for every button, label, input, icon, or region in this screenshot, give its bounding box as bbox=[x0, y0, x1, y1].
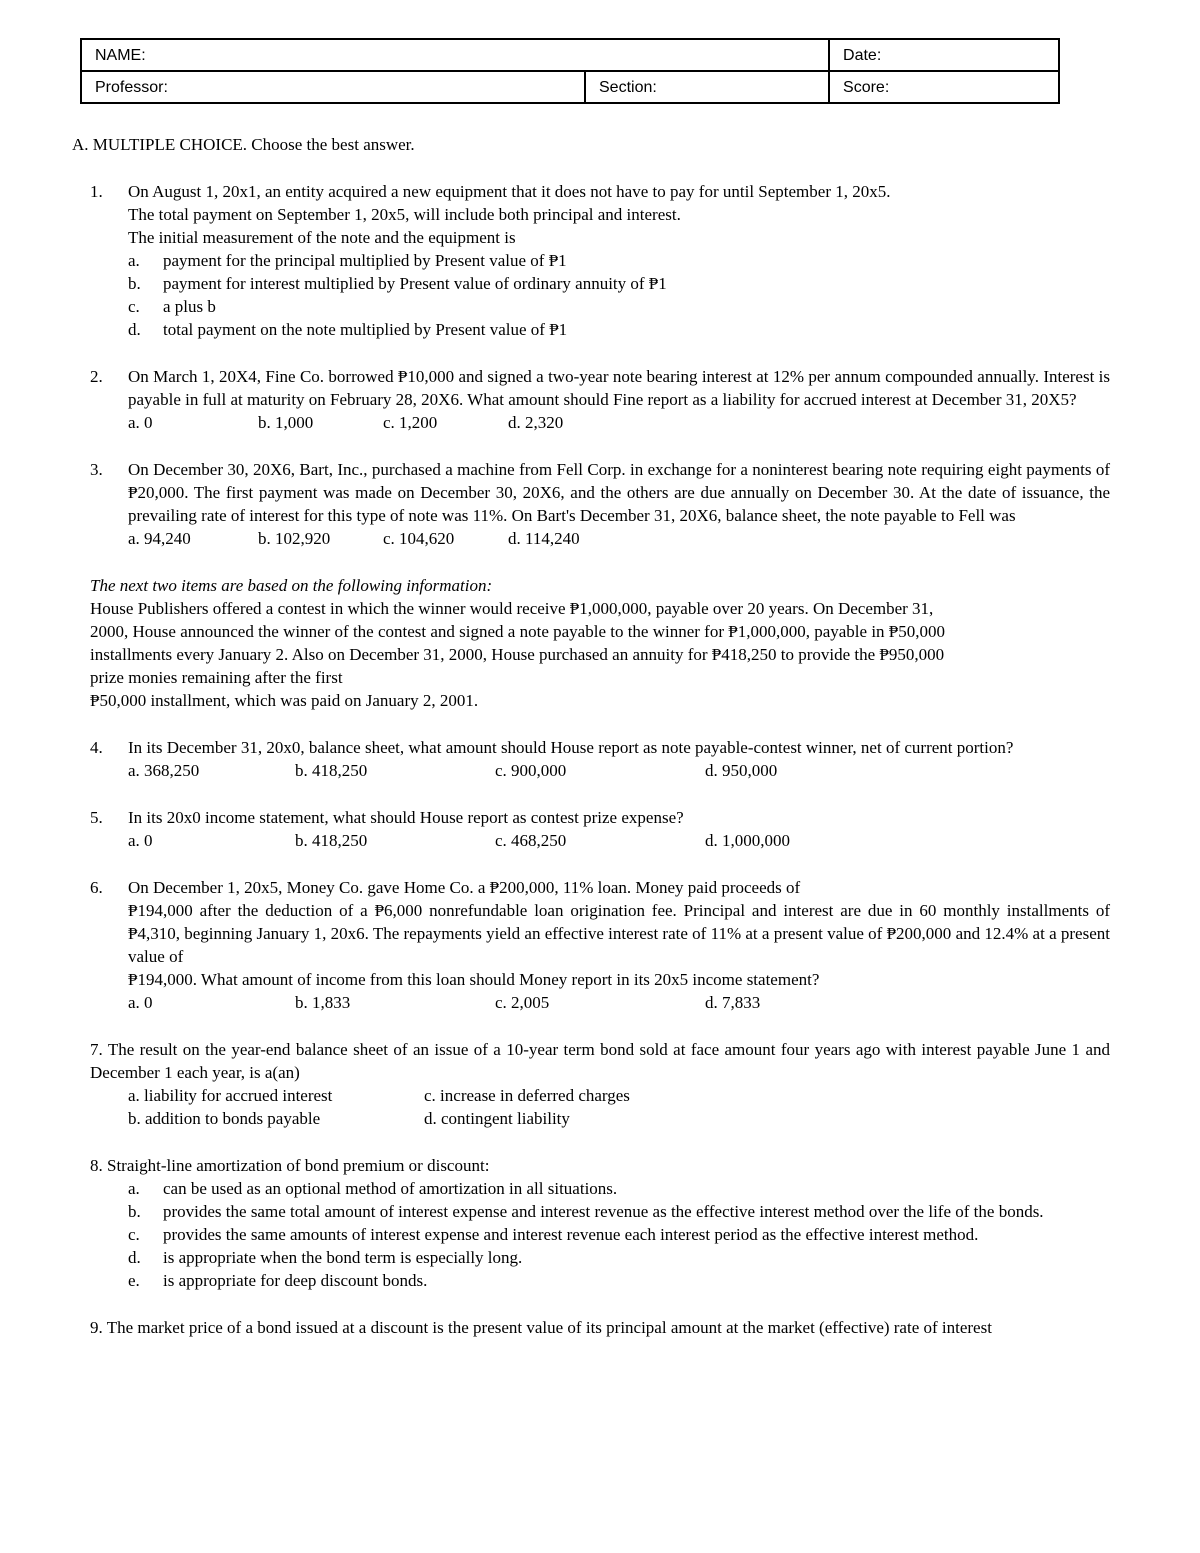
question-1 bbox=[72, 180, 1110, 341]
section-label: Section: bbox=[599, 78, 657, 96]
option-c: c. 104,620 bbox=[383, 529, 455, 548]
option-letter: b. bbox=[128, 274, 141, 293]
question-text-line: On December 1, 20x5, Money Co. gave Home Co. a ₱200,000, 11% loan. Money paid proceeds of bbox=[128, 878, 801, 897]
question-text-line: ₱194,000 after the deduction of a ₱6,000 nonrefundable loan origination fee. Principal and interest are due in 60 monthly installments of ₱4,310, beginning January 1, 20x6. The repayments yield an effective interest rate of 11% at a present value of ₱200,000 and 12.4% at a present value of bbox=[128, 901, 1110, 966]
option-c: c. 2,005 bbox=[495, 993, 550, 1012]
question-text-line: On August 1, 20x1, an entity acquired a new equipment that it does not have to pay for until September 1, 20x5. bbox=[128, 182, 891, 201]
option-letter: d. bbox=[128, 1248, 141, 1267]
option-text: is appropriate for deep discount bonds. bbox=[163, 1271, 428, 1290]
option-d: d. contingent liability bbox=[424, 1109, 570, 1128]
question-number: 2. bbox=[90, 367, 103, 386]
option-c: c. increase in deferred charges bbox=[424, 1086, 630, 1105]
question-text: 7. The result on the year-end balance sheet of an issue of a 10-year term bond sold at face amount four years ago with interest payable June 1 and December 1 each year, is a(an) bbox=[90, 1040, 1110, 1082]
option-letter: a. bbox=[128, 251, 140, 270]
option-c bbox=[128, 295, 1110, 318]
option-b: b. 418,250 bbox=[295, 831, 368, 850]
info-line: House Publishers offered a contest in which the winner would receive ₱1,000,000, payable over 20 years. On December 31, bbox=[90, 599, 934, 618]
question-2 bbox=[72, 365, 1110, 434]
option-b bbox=[128, 272, 1110, 295]
student-info-table bbox=[80, 38, 1060, 104]
option-a: a. 94,240 bbox=[128, 529, 191, 548]
question-text: In its 20x0 income statement, what should House report as contest prize expense? bbox=[128, 808, 684, 827]
option-text: payment for interest multiplied by Present value of ordinary annuity of ₱1 bbox=[163, 274, 667, 293]
option-letter: d. bbox=[128, 320, 141, 339]
info-intro: The next two items are based on the following information: bbox=[90, 576, 493, 595]
question-9 bbox=[72, 1316, 1110, 1339]
question-text: 9. The market price of a bond issued at a discount is the present value of its principal amount at the market (effective) rate of interest bbox=[90, 1318, 992, 1337]
option-a: a. 0 bbox=[128, 831, 153, 850]
section-field bbox=[585, 71, 829, 103]
option-letter: c. bbox=[128, 1225, 140, 1244]
date-label: Date: bbox=[843, 46, 882, 64]
option-d: d. 1,000,000 bbox=[705, 831, 790, 850]
score-label: Score: bbox=[843, 78, 890, 96]
question-number: 4. bbox=[90, 738, 103, 757]
option-b: b. addition to bonds payable bbox=[128, 1109, 321, 1128]
question-6 bbox=[72, 876, 1110, 1014]
question-7 bbox=[72, 1038, 1110, 1130]
option-d: d. 2,320 bbox=[508, 413, 564, 432]
question-text-line: The total payment on September 1, 20x5, will include both principal and interest. bbox=[128, 205, 681, 224]
question-text: 8. Straight-line amortization of bond premium or discount: bbox=[90, 1156, 490, 1175]
info-line: 2000, House announced the winner of the contest and signed a note payable to the winner for ₱1,000,000, payable in ₱50,000 bbox=[90, 622, 945, 641]
info-line: installments every January 2. Also on December 31, 2000, House purchased an annuity for ₱418,250 to provide the ₱950,000 bbox=[90, 645, 945, 664]
option-text: is appropriate when the bond term is especially long. bbox=[163, 1248, 523, 1267]
option-text: a plus b bbox=[163, 297, 216, 316]
option-a: a. 368,250 bbox=[128, 761, 200, 780]
options-grid bbox=[72, 1084, 1110, 1130]
option-c bbox=[128, 1223, 1110, 1246]
question-4 bbox=[72, 736, 1110, 782]
option-d bbox=[128, 1246, 1110, 1269]
option-d bbox=[128, 318, 1110, 341]
option-a bbox=[128, 1177, 1110, 1200]
name-label: NAME: bbox=[95, 46, 146, 64]
info-paragraph bbox=[72, 597, 1110, 712]
exam-content bbox=[72, 133, 1110, 1339]
option-d: d. 114,240 bbox=[508, 529, 580, 548]
options-row bbox=[128, 759, 1110, 782]
question-text: In its December 31, 20x0, balance sheet, what amount should House report as note payable-contest winner, net of current portion? bbox=[128, 738, 1014, 757]
option-letter: e. bbox=[128, 1271, 140, 1290]
professor-field bbox=[81, 71, 585, 103]
option-b: b. 1,833 bbox=[295, 993, 351, 1012]
option-d: d. 7,833 bbox=[705, 993, 761, 1012]
info-line: prize monies remaining after the first bbox=[90, 668, 343, 687]
option-a: a. liability for accrued interest bbox=[128, 1086, 333, 1105]
question-number: 5. bbox=[90, 808, 103, 827]
question-text: On March 1, 20X4, Fine Co. borrowed ₱10,000 and signed a two-year note bearing interest at 12% per annum compounded annually. Interest is payable in full at maturity on February 28, 20X6. What amount should Fine report as a liability for accrued interest at December 31, 20X5? bbox=[128, 367, 1110, 409]
option-b bbox=[128, 1200, 1110, 1223]
option-letter: b. bbox=[128, 1202, 141, 1221]
option-a: a. 0 bbox=[128, 993, 153, 1012]
options-row bbox=[128, 991, 1110, 1014]
option-letter: a. bbox=[128, 1179, 140, 1198]
info-line: ₱50,000 installment, which was paid on January 2, 2001. bbox=[90, 691, 479, 710]
professor-label: Professor: bbox=[95, 78, 168, 96]
section-title: A. MULTIPLE CHOICE. Choose the best answer. bbox=[72, 135, 415, 154]
option-c: c. 468,250 bbox=[495, 831, 567, 850]
options-row bbox=[128, 829, 1110, 852]
option-text: can be used as an optional method of amortization in all situations. bbox=[163, 1179, 618, 1198]
option-b: b. 102,920 bbox=[258, 529, 331, 548]
option-c: c. 900,000 bbox=[495, 761, 567, 780]
option-letter: c. bbox=[128, 297, 140, 316]
question-text-line: ₱194,000. What amount of income from this loan should Money report in its 20x5 income statement? bbox=[128, 970, 820, 989]
option-text: payment for the principal multiplied by Present value of ₱1 bbox=[163, 251, 567, 270]
question-8 bbox=[72, 1154, 1110, 1292]
question-text-line: The initial measurement of the note and the equipment is bbox=[128, 228, 516, 247]
option-b: b. 418,250 bbox=[295, 761, 368, 780]
question-text: On December 30, 20X6, Bart, Inc., purchased a machine from Fell Corp. in exchange for a noninterest bearing note requiring eight payments of ₱20,000. The first payment was made on December 30, 20X6, and the others are due annually on December 30. At the date of issuance, the prevailing rate of interest for this type of note was 11%. On Bart's December 31, 20X6, balance sheet, the note payable to Fell was bbox=[128, 460, 1110, 525]
option-b: b. 1,000 bbox=[258, 413, 314, 432]
question-number: 6. bbox=[90, 878, 103, 897]
question-number: 3. bbox=[90, 460, 103, 479]
option-a bbox=[128, 249, 1110, 272]
option-text: provides the same total amount of interest expense and interest revenue as the effective interest method over the life of the bonds. bbox=[163, 1202, 1044, 1221]
option-c: c. 1,200 bbox=[383, 413, 438, 432]
question-5 bbox=[72, 806, 1110, 852]
score-field bbox=[829, 71, 1059, 103]
option-text: provides the same amounts of interest expense and interest revenue each interest period as the effective interest method. bbox=[163, 1225, 979, 1244]
date-field bbox=[829, 39, 1059, 71]
option-e bbox=[128, 1269, 1110, 1292]
option-text: total payment on the note multiplied by Present value of ₱1 bbox=[163, 320, 568, 339]
options-row bbox=[128, 411, 1110, 434]
question-number: 1. bbox=[90, 182, 103, 201]
option-d: d. 950,000 bbox=[705, 761, 778, 780]
option-a: a. 0 bbox=[128, 413, 153, 432]
options-row bbox=[128, 527, 1110, 550]
options-list bbox=[72, 1177, 1110, 1292]
question-3 bbox=[72, 458, 1110, 550]
name-field bbox=[81, 39, 829, 71]
